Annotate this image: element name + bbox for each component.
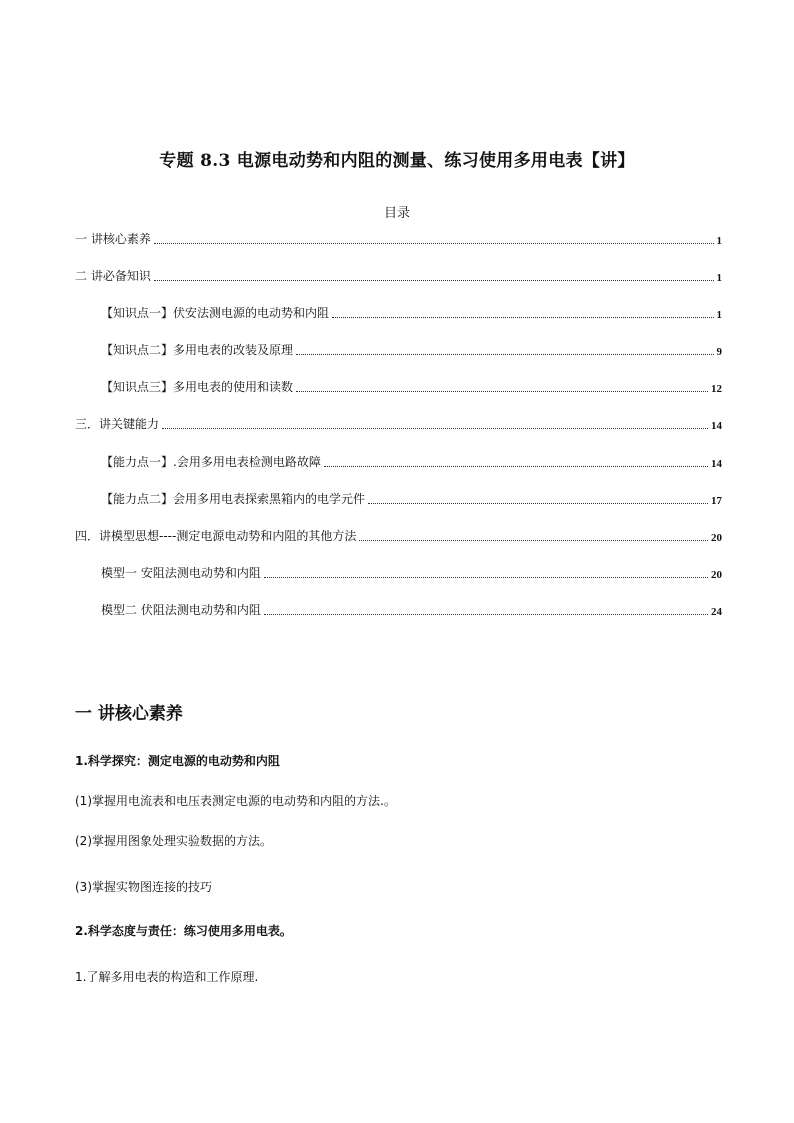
toc-entry[interactable]: [101, 340, 722, 358]
toc-page-number: 14: [711, 458, 722, 470]
toc-leader-dots: [264, 613, 708, 615]
body-text-line: (2)掌握用图象处理实验数据的方法。: [75, 834, 272, 848]
toc-leader-dots: [162, 427, 708, 429]
toc-entry[interactable]: [101, 452, 722, 470]
toc-entry[interactable]: [75, 229, 722, 247]
toc-entry-text: 二 讲必备知识: [75, 269, 151, 283]
toc-leader-dots: [324, 465, 708, 467]
toc-entry[interactable]: [101, 303, 722, 321]
toc-entry-text: 三．讲关键能力: [75, 417, 160, 431]
toc-entry[interactable]: [75, 266, 722, 284]
body-text-line: (3)掌握实物图连接的技巧: [75, 880, 212, 894]
toc-entry[interactable]: [101, 563, 722, 581]
toc-entry[interactable]: [101, 377, 722, 395]
subsection-heading: 1.科学探究：测定电源的电动势和内阻: [75, 754, 280, 768]
toc-entry-text: 【知识点三】多用电表的使用和读数: [101, 380, 294, 394]
toc-page-number: 1: [716, 309, 722, 321]
document-title: 专题 8.3 电源电动势和内阻的测量、练习使用多用电表【讲】: [159, 151, 635, 171]
toc-entry-text: 【能力点二】会用多用电表探索黑箱内的电学元件: [101, 492, 366, 506]
toc-entry-text: 【能力点一】.会用多用电表检测电路故障: [101, 455, 321, 469]
toc-page-number: 20: [711, 532, 722, 544]
toc-leader-dots: [359, 539, 708, 541]
toc-leader-dots: [296, 353, 713, 355]
toc-entry[interactable]: [75, 414, 722, 432]
toc-page-number: 1: [716, 272, 722, 284]
toc-page-number: 17: [711, 495, 722, 507]
toc-entry[interactable]: [101, 489, 722, 507]
section-heading: 一 讲核心素养: [75, 704, 183, 724]
toc-entry-text: 四．讲模型思想----测定电源电动势和内阻的其他方法: [75, 529, 357, 543]
toc-leader-dots: [332, 316, 713, 318]
toc-entry-text: 一 讲核心素养: [75, 232, 151, 246]
toc-leader-dots: [296, 390, 708, 392]
toc-page-number: 12: [711, 383, 722, 395]
toc-leader-dots: [264, 576, 708, 578]
body-text-line: (1)掌握用电流表和电压表测定电源的电动势和内阻的方法.。: [75, 794, 396, 808]
toc-page-number: 20: [711, 569, 722, 581]
toc-leader-dots: [154, 242, 714, 244]
toc-page-number: 14: [711, 420, 722, 432]
toc-entry-text: 【知识点二】多用电表的改装及原理: [101, 343, 294, 357]
toc-page-number: 9: [716, 346, 722, 358]
toc-entry[interactable]: [75, 526, 722, 544]
body-text-line: 1.了解多用电表的构造和工作原理.: [75, 970, 259, 984]
toc-heading: 目录: [383, 206, 410, 221]
toc-page-number: 24: [711, 606, 722, 618]
toc-entry-text: 【知识点一】伏安法测电源的电动势和内阻: [101, 306, 330, 320]
toc-leader-dots: [368, 502, 708, 504]
toc-entry[interactable]: [101, 600, 722, 618]
toc-leader-dots: [154, 279, 714, 281]
subsection-heading: 2.科学态度与责任：练习使用多用电表。: [75, 924, 292, 938]
toc-page-number: 1: [716, 235, 722, 247]
toc-entry-text: 模型二 伏阻法测电动势和内阻: [101, 603, 261, 617]
toc-entry-text: 模型一 安阻法测电动势和内阻: [101, 566, 261, 580]
